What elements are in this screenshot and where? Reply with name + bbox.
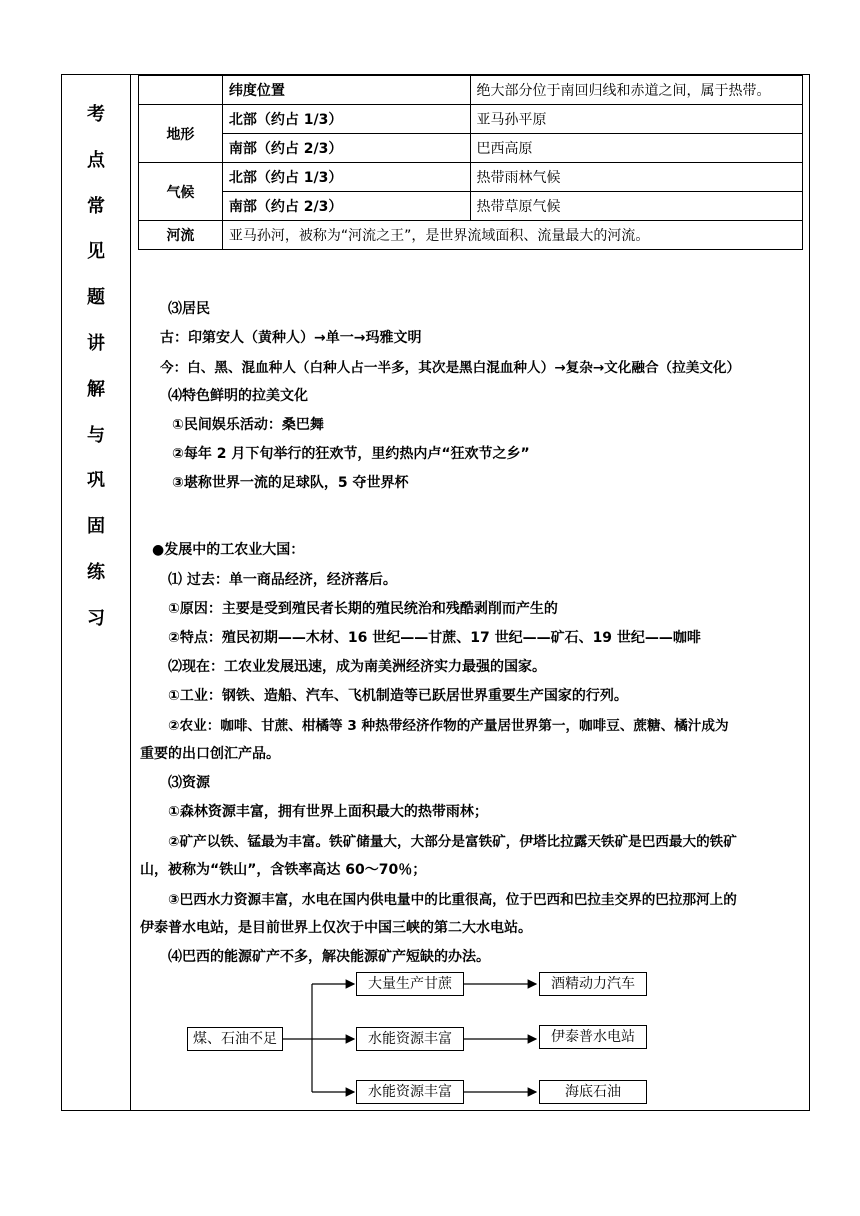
resources-water-cont: 伊泰普水电站，是目前世界上仅次于中国三峡的第二大水电站。 <box>140 920 532 936</box>
table-cell: 亚马孙平原 <box>470 105 802 134</box>
resources-mineral-cont: 山，被称为“铁山”，含铁率高达 60～70％； <box>140 862 427 878</box>
development-industry: ①工业：钢铁、造船、汽车、飞机制造等已跃居世界重要生产国家的行列。 <box>168 688 628 704</box>
side-title-column <box>61 74 131 1111</box>
culture-item: ①民间娱乐活动：桑巴舞 <box>172 417 324 433</box>
flow-middle-box: 水能资源丰富 <box>356 1027 464 1051</box>
side-title-char: 固 <box>87 516 105 538</box>
table-row <box>139 192 803 221</box>
geography-table <box>138 75 803 250</box>
table-cell: 南部（约占 2/3） <box>222 192 470 221</box>
development-present: ⑵现在：工农业发展迅速，成为南美洲经济实力最强的国家。 <box>168 659 546 675</box>
table-cell: 地形 <box>139 105 223 163</box>
development-agriculture-cont: 重要的出口创汇产品。 <box>140 746 280 762</box>
side-title-char: 常 <box>87 195 105 217</box>
table-row <box>139 105 803 134</box>
table-cell: 巴西高原 <box>470 134 802 163</box>
side-title-char: 讲 <box>87 332 105 354</box>
table-cell: 纬度位置 <box>222 76 470 105</box>
table-cell: 河流 <box>139 221 223 250</box>
table-cell: 热带雨林气候 <box>470 163 802 192</box>
flow-source-box: 煤、石油不足 <box>187 1027 283 1051</box>
residents-heading: ⑶居民 <box>168 301 210 317</box>
flow-result-box: 海底石油 <box>539 1080 647 1104</box>
table-cell: 南部（约占 2/3） <box>222 134 470 163</box>
side-title-char: 见 <box>87 241 105 263</box>
resources-heading: ⑶资源 <box>168 775 210 791</box>
residents-modern: 今：白、黑、混血种人（白种人占一半多，其次是黑白混血种人）→复杂→文化融合（拉美文化） <box>160 360 741 376</box>
table-row <box>139 134 803 163</box>
table-cell <box>139 76 223 105</box>
resources-mineral: ②矿产以铁、锰最为丰富。铁矿储量大，大部分是富铁矿，伊塔比拉露天铁矿是巴西最大的铁矿 <box>168 834 737 850</box>
side-title-char: 题 <box>87 287 105 309</box>
table-cell: 气候 <box>139 163 223 221</box>
development-past-reason: ①原因：主要是受到殖民者长期的殖民统治和残酷剥削而产生的 <box>168 601 558 617</box>
flow-middle-box: 水能资源丰富 <box>356 1080 464 1104</box>
energy-heading: ⑷巴西的能源矿产不多，解决能源矿产短缺的办法。 <box>168 949 490 965</box>
development-past: ⑴ 过去：单一商品经济，经济落后。 <box>168 572 397 588</box>
side-title-char: 习 <box>87 607 105 629</box>
table-row <box>139 76 803 105</box>
resources-water: ③巴西水力资源丰富，水电在国内供电量中的比重很高，位于巴西和巴拉圭交界的巴拉那河上的 <box>168 892 737 908</box>
flow-result-box: 酒精动力汽车 <box>539 972 647 996</box>
side-title-char: 与 <box>87 424 105 446</box>
flow-middle-box: 大量生产甘蔗 <box>356 972 464 996</box>
side-title-char: 点 <box>87 149 105 171</box>
table-cell: 绝大部分位于南回归线和赤道之间，属于热带。 <box>470 76 802 105</box>
culture-item: ③堪称世界一流的足球队，5 夺世界杯 <box>172 475 409 491</box>
development-heading: ●发展中的工农业大国： <box>152 542 305 558</box>
table-row <box>139 221 803 250</box>
side-title <box>61 92 131 642</box>
table-cell: 北部（约占 1/3） <box>222 163 470 192</box>
culture-item: ②每年 2 月下旬举行的狂欢节，里约热内卢“狂欢节之乡” <box>172 446 530 462</box>
residents-ancient: 古：印第安人（黄种人）→单一→玛雅文明 <box>160 330 422 346</box>
table-cell: 热带草原气候 <box>470 192 802 221</box>
side-title-char: 巩 <box>87 470 105 492</box>
development-agriculture: ②农业：咖啡、甘蔗、柑橘等 3 种热带经济作物的产量居世界第一，咖啡豆、蔗糖、橘汁成为 <box>168 718 729 734</box>
side-title-char: 练 <box>87 561 105 583</box>
table-row <box>139 163 803 192</box>
resources-forest: ①森林资源丰富，拥有世界上面积最大的热带雨林； <box>168 804 488 820</box>
table-cell: 亚马孙河，被称为“河流之王”，是世界流域面积、流量最大的河流。 <box>222 221 802 250</box>
side-title-char: 考 <box>87 104 105 125</box>
table-cell: 北部（约占 1/3） <box>222 105 470 134</box>
flow-result-box: 伊泰普水电站 <box>539 1025 647 1049</box>
side-title-char: 解 <box>87 378 105 400</box>
development-past-features: ②特点：殖民初期——木材、16 世纪——甘蔗、17 世纪——矿石、19 世纪——咖啡 <box>168 630 701 646</box>
culture-heading: ⑷特色鲜明的拉美文化 <box>168 388 308 404</box>
